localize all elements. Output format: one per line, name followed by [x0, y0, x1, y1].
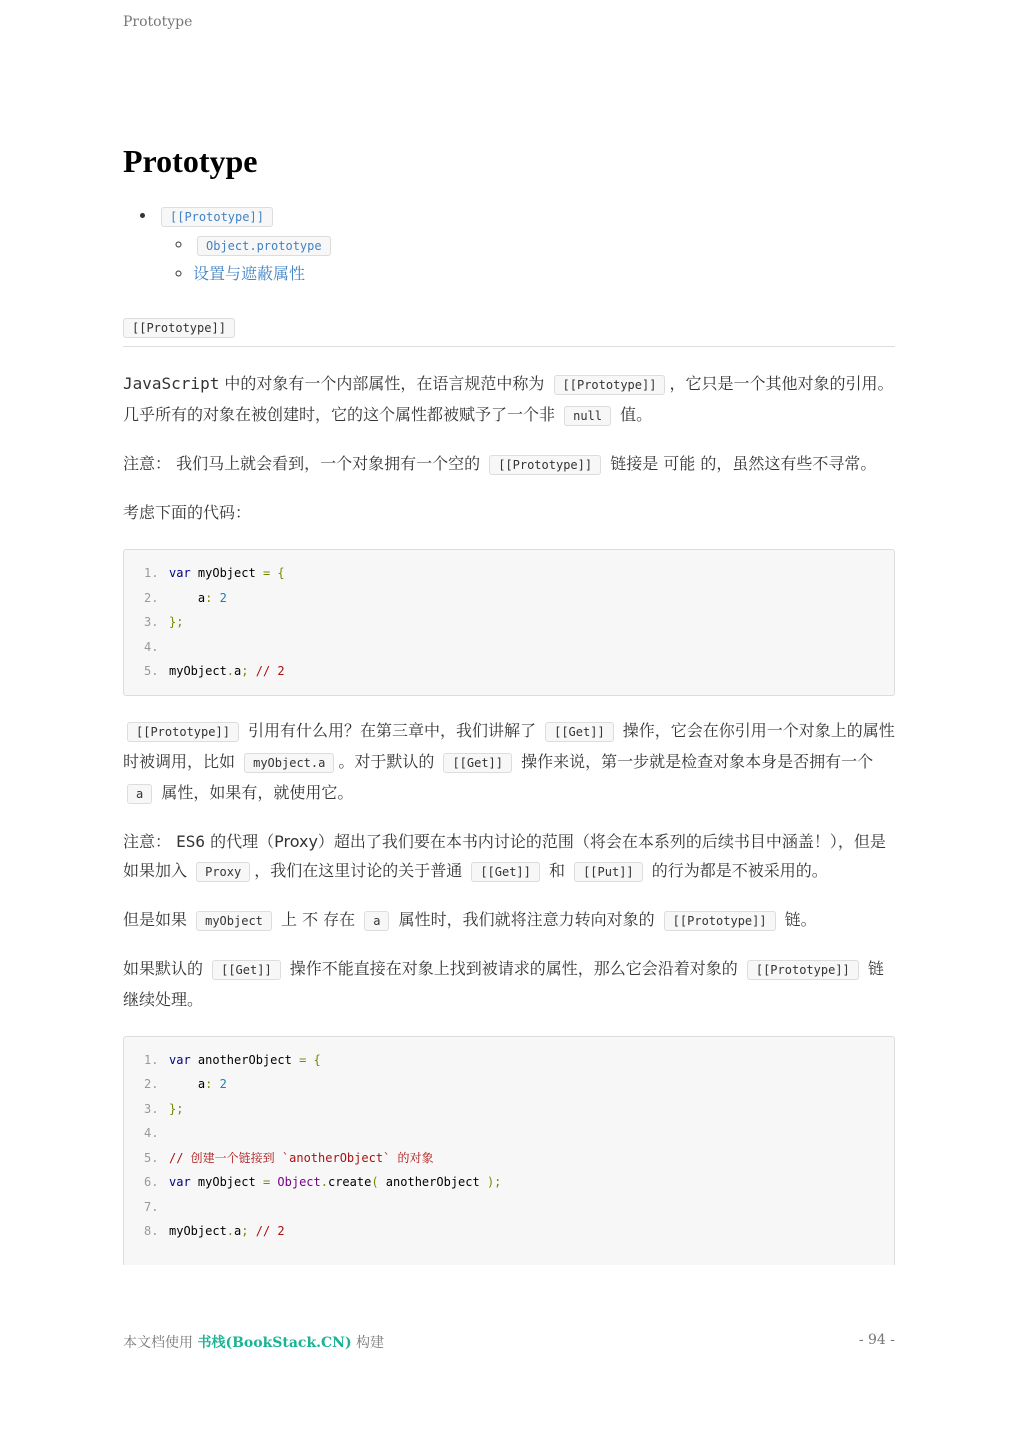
- code-block-1: [123, 549, 895, 696]
- code-line: [144, 1195, 894, 1220]
- text-run: ES6: [176, 831, 205, 851]
- footer-suffix: 构建: [351, 1335, 385, 1351]
- line-number: 2.: [144, 1077, 159, 1091]
- paragraph-note-2: [123, 827, 895, 887]
- inline-code: [[Prototype]]: [664, 911, 776, 931]
- inline-code: myObject: [196, 911, 272, 931]
- text-run: 操作，它会在你引用一个对象上的属性时被调用，比如: [123, 720, 895, 771]
- code-token: .: [226, 1224, 235, 1238]
- inline-code: [[Put]]: [574, 862, 643, 882]
- text-run: ，它只是一个其他对象的引用。几乎所有的对象在被创建时，它的这个属性都被赋予了一个非: [123, 374, 894, 424]
- code-line: [144, 561, 894, 586]
- text-run: 操作来说，第一步就是检查对象本身是否拥有一个: [516, 751, 874, 771]
- inline-code: myObject.a: [244, 753, 334, 773]
- line-number: 1.: [144, 1052, 159, 1067]
- code-token: = {: [262, 566, 285, 580]
- section-heading-code: [[Prototype]]: [123, 318, 235, 338]
- footer-brand-link[interactable]: 书栈(BookStack.CN): [197, 1335, 352, 1351]
- line-number: 1.: [144, 566, 159, 580]
- toc-link-label: Object.prototype: [197, 236, 331, 256]
- code-token: .: [320, 1175, 328, 1189]
- code-token: Object: [270, 1175, 321, 1189]
- toc-subitem: [193, 260, 895, 288]
- line-number: 4.: [144, 639, 159, 654]
- page-title: Prototype: [123, 143, 258, 179]
- code-token: a: [234, 664, 242, 678]
- page-footer: [123, 1332, 895, 1352]
- code-line: [144, 1146, 894, 1171]
- text-run: 如果默认的: [123, 958, 209, 978]
- inline-code: [[Get]]: [212, 960, 281, 980]
- code-token: a: [169, 590, 206, 605]
- inline-code: [[Prototype]]: [127, 722, 239, 742]
- footer-prefix: 本文档使用: [123, 1335, 198, 1351]
- toc-subitem: [193, 231, 895, 260]
- page-number: - 94 -: [858, 1332, 895, 1348]
- code-line: [144, 1219, 894, 1244]
- code-token: a: [234, 1224, 242, 1238]
- inline-code: [[Prototype]]: [554, 375, 666, 395]
- code-token: var: [169, 566, 191, 580]
- text-run: 的代理（: [205, 831, 275, 851]
- line-number: 3.: [144, 615, 159, 629]
- inline-code: [[Get]]: [545, 722, 614, 742]
- code-token: =: [262, 1175, 271, 1189]
- code-line: [144, 586, 894, 611]
- code-token: );: [486, 1175, 502, 1189]
- line-number: 4.: [144, 1126, 159, 1140]
- code-token: (: [371, 1175, 379, 1189]
- code-token: .: [226, 664, 235, 678]
- line-number: 5.: [144, 664, 159, 678]
- code-token: ;: [241, 1224, 249, 1238]
- code-line: [144, 610, 894, 635]
- paragraph-chain: [123, 954, 895, 1014]
- text-run: 上 不 存在: [275, 909, 361, 929]
- code-token: // 创建一个链接到 `anotherObject` 的对象: [169, 1150, 434, 1165]
- code-line: [144, 1072, 894, 1097]
- text-run: ，我们在这里讨论的关于普通: [254, 860, 468, 880]
- code-token: };: [169, 1101, 184, 1116]
- text-run: 的行为都是不被采用的。: [646, 860, 828, 880]
- text-run: 值。: [615, 405, 653, 424]
- main-content: [123, 140, 895, 1265]
- toc-link-shadowing[interactable]: 设置与遮蔽属性: [193, 264, 306, 283]
- code-token: :: [205, 1077, 213, 1091]
- code-line: [144, 635, 894, 660]
- code-token: ;: [241, 664, 249, 678]
- text-run: 链。: [779, 909, 817, 929]
- text-run: JavaScript: [123, 374, 220, 393]
- code-token: 2: [212, 590, 227, 605]
- toc-link-prototype[interactable]: [157, 206, 277, 225]
- code-token: myObject: [190, 566, 263, 580]
- paragraph-get: [123, 716, 895, 809]
- code-token: var: [169, 1175, 191, 1189]
- code-lines: [144, 1048, 894, 1244]
- line-number: 3.: [144, 1101, 159, 1116]
- running-header: Prototype: [123, 14, 193, 30]
- code-token: anotherObject: [378, 1175, 487, 1189]
- text-run: 链接是 可能 的，虽然这有些不寻常。: [605, 454, 877, 473]
- paragraph-intro: [123, 369, 895, 431]
- text-run: 操作不能直接在对象上找到被请求的属性，那么它会沿着对象的: [284, 958, 743, 978]
- text-run: 中的对象有一个内部属性，在语言规范中称为: [219, 374, 550, 393]
- code-line: [144, 1170, 894, 1195]
- text-run: 。对于默认的: [338, 751, 440, 771]
- code-token: 2: [212, 1077, 227, 1091]
- text-run: Proxy: [274, 831, 318, 851]
- code-token: // 2: [248, 1224, 285, 1238]
- section-heading: [123, 314, 895, 347]
- code-token: myObject: [190, 1175, 263, 1189]
- line-number: 7.: [144, 1199, 159, 1214]
- line-number: 2.: [144, 590, 159, 605]
- toc-link-object-prototype[interactable]: [193, 235, 335, 254]
- code-token: myObject: [169, 664, 227, 678]
- inline-code: [[Get]]: [471, 862, 540, 882]
- paragraph-note-1: [123, 449, 895, 480]
- code-line: [144, 1048, 894, 1073]
- code-token: myObject: [169, 1224, 227, 1238]
- inline-code: a: [364, 911, 389, 931]
- code-block-2: [123, 1036, 895, 1265]
- table-of-contents: [123, 202, 895, 288]
- code-token: };: [169, 615, 184, 629]
- toc-sublist: [157, 231, 895, 288]
- code-token: var: [169, 1052, 191, 1067]
- line-number: 8.: [144, 1224, 159, 1238]
- inline-code: [[Get]]: [443, 753, 512, 773]
- text-run: 和: [543, 860, 571, 880]
- text-run: 属性，如果有，就使用它。: [156, 782, 354, 802]
- text-run: 链 继续处理。: [123, 958, 884, 1009]
- text-run: 引用有什么用？在第三章中，我们讲解了: [242, 720, 542, 740]
- paragraph-consider: 考虑下面的代码：: [123, 503, 252, 522]
- text-run: 但是如果: [123, 909, 193, 929]
- text-run: 注意：: [123, 831, 177, 851]
- text-run: 注意： 我们马上就会看到，一个对象拥有一个空的: [123, 454, 486, 473]
- text-run: 属性时，我们就将注意力转向对象的: [393, 909, 660, 929]
- inline-code: null: [564, 406, 611, 426]
- code-token: :: [205, 590, 213, 605]
- code-token: create: [327, 1175, 372, 1189]
- toc-link-label: [[Prototype]]: [161, 207, 273, 227]
- code-lines: [144, 561, 894, 684]
- inline-code: [[Prototype]]: [747, 960, 859, 980]
- inline-code: Proxy: [196, 862, 250, 882]
- code-token: // 2: [248, 664, 285, 678]
- paragraph-missing: [123, 905, 895, 936]
- code-token: = {: [299, 1052, 321, 1067]
- line-number: 5.: [144, 1150, 159, 1165]
- text-run: ）超出了我们要在本书内讨论的范围（将会在本系列的后续书目中涵盖！），但是如果加入: [123, 831, 886, 880]
- line-number: 6.: [144, 1175, 159, 1189]
- inline-code: a: [127, 784, 152, 804]
- inline-code: [[Prototype]]: [489, 455, 601, 475]
- code-token: anotherObject: [190, 1052, 300, 1067]
- toc-item: [157, 202, 895, 288]
- code-line: [144, 1121, 894, 1146]
- code-line: [144, 1097, 894, 1122]
- code-line: [144, 659, 894, 684]
- code-token: a: [169, 1077, 206, 1091]
